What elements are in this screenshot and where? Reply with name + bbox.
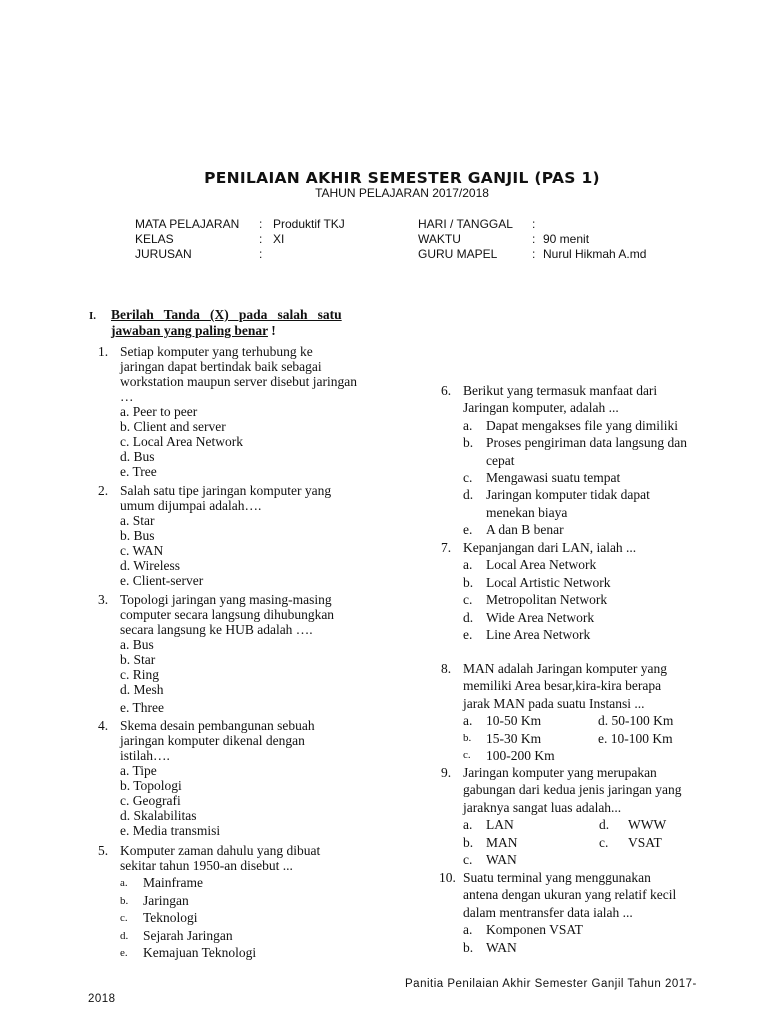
answer-option: Jaringan komputer tidak dapat <box>486 487 650 503</box>
answer-option: menekan biaya <box>486 504 568 520</box>
answer-option: Kemajuan Teknologi <box>143 945 257 960</box>
answer-option: Sejarah Jaringan <box>143 927 233 943</box>
answer-option-letter: b. <box>463 834 474 850</box>
question-number: 10. <box>439 870 456 885</box>
info-colon: : <box>532 232 536 246</box>
answer-option: Dapat mengakses file yang dimiliki <box>486 417 678 433</box>
section-line-1: Berilah Tanda (X) pada salah satu <box>111 307 342 322</box>
answer-option-letter: d. <box>463 609 474 625</box>
answer-option-letter: c. <box>463 749 471 761</box>
footer-line-1: Panitia Penilaian Akhir Semester Ganjil Tahun 2017- <box>405 978 697 990</box>
question-number: 9. <box>441 765 452 780</box>
info-label-date: HARI / TANGGAL <box>418 217 513 231</box>
answer-option-letter: d. <box>599 817 610 833</box>
question-number: 1. <box>98 344 109 359</box>
answer-option-letter: e. <box>463 522 473 538</box>
question-text: … <box>120 389 134 404</box>
question-text: antena dengan ukuran yang relatif kecil <box>463 887 677 903</box>
question-text: Kepanjangan dari LAN, ialah ... <box>463 540 637 555</box>
answer-option: WAN <box>486 939 517 955</box>
answer-option: Local Area Network <box>486 557 597 573</box>
question-number: 4. <box>98 718 109 733</box>
question-text: jaringan komputer dikenal dengan <box>120 733 305 748</box>
question-number: 5. <box>98 843 109 858</box>
answer-option-letter: c. <box>463 470 473 485</box>
answer-option-letter: d. <box>463 487 474 503</box>
answer-option: c. WAN <box>120 543 164 558</box>
answer-option: 100-200 Km <box>486 748 555 763</box>
answer-option: d. Skalabilitas <box>120 808 197 823</box>
answer-option: d. 50-100 Km <box>598 713 674 729</box>
answer-option: Komponen VSAT <box>486 922 583 938</box>
info-colon: : <box>259 217 263 231</box>
info-colon: : <box>532 217 536 231</box>
answer-option-letter: b. <box>463 731 472 744</box>
answer-option: Line Area Network <box>486 627 591 642</box>
page-title: PENILAIAN AKHIR SEMESTER GANJIL (PAS 1) <box>204 169 600 187</box>
answer-option-letter: a. <box>463 417 473 433</box>
answer-option: b. Bus <box>120 528 155 543</box>
answer-option: e. 10-100 Km <box>598 730 673 746</box>
answer-option: d. Bus <box>120 449 155 464</box>
question-text: memiliki Area besar,kira-kira berapa <box>463 678 662 694</box>
answer-option: e. Media transmisi <box>120 823 221 838</box>
question-number: 2. <box>98 483 109 498</box>
answer-option: d. Wireless <box>120 558 180 573</box>
question-number: 6. <box>441 383 452 398</box>
answer-option-letter: c. <box>599 834 609 850</box>
answer-option: Proses pengiriman data langsung dan <box>486 435 687 451</box>
question-text: Suatu terminal yang menggunakan <box>463 870 651 885</box>
answer-option: b. Client and server <box>120 419 226 434</box>
info-colon: : <box>259 247 263 261</box>
question-text: Jaringan komputer yang merupakan <box>463 765 657 780</box>
question-text: jaringan dapat bertindak baik sebagai <box>120 359 322 374</box>
answer-option: Wide Area Network <box>486 609 595 625</box>
info-label-subject: MATA PELAJARAN <box>135 217 240 231</box>
section-line-2: jawaban yang paling benar ! <box>111 323 276 338</box>
answer-option: Jaringan <box>143 892 189 908</box>
question-text: Jaringan komputer, adalah ... <box>463 400 619 416</box>
answer-option-letter: a. <box>463 713 473 729</box>
answer-option: c. Local Area Network <box>120 434 243 449</box>
answer-option: a. Star <box>120 513 155 528</box>
info-value-class: XI <box>273 232 285 246</box>
question-text: jarak MAN pada suatu Instansi ... <box>463 695 645 711</box>
answer-option: WAN <box>486 852 517 867</box>
answer-option: LAN <box>486 817 514 833</box>
question-text: Berikut yang termasuk manfaat dari <box>463 383 658 398</box>
question-text: computer secara langsung dihubungkan <box>120 607 335 622</box>
answer-option: e. Tree <box>120 464 157 479</box>
question-text: Salah satu tipe jaringan komputer yang <box>120 483 332 498</box>
info-value-time: 90 menit <box>543 232 590 246</box>
question-text: sekitar tahun 1950-an disebut ... <box>120 858 293 873</box>
answer-option: e. Three <box>120 700 164 715</box>
answer-option: c. Geografi <box>120 793 181 808</box>
answer-option-letter: b. <box>120 894 129 907</box>
info-value-subject: Produktif TKJ <box>273 217 345 231</box>
answer-option-letter: a. <box>463 922 473 938</box>
question-text: secara langsung ke HUB adalah …. <box>120 622 313 637</box>
answer-option: b. Topologi <box>120 778 182 793</box>
info-label-time: WAKTU <box>418 232 461 246</box>
answer-option-letter: b. <box>463 939 474 955</box>
answer-option-letter: a. <box>463 817 473 833</box>
info-value-teacher: Nurul Hikmah A.md <box>543 247 647 261</box>
answer-option-letter: d. <box>120 929 129 942</box>
answer-option-letter: e. <box>120 947 128 959</box>
question-text: umum dijumpai adalah…. <box>120 498 262 513</box>
answer-option: VSAT <box>628 834 662 850</box>
question-text: Komputer zaman dahulu yang dibuat <box>120 843 321 858</box>
question-text: jaraknya sangat luas adalah... <box>463 799 622 815</box>
answer-option: Teknologi <box>143 910 198 925</box>
question-text: Topologi jaringan yang masing-masing <box>120 592 332 607</box>
answer-option: Metropolitan Network <box>486 592 608 608</box>
answer-option: e. Client-server <box>120 573 204 588</box>
answer-option: WWW <box>628 817 667 833</box>
answer-option: a. Bus <box>120 637 154 652</box>
answer-option: A dan B benar <box>486 522 564 538</box>
answer-option: a. Tipe <box>120 763 157 778</box>
answer-option: Mainframe <box>143 875 203 890</box>
question-text: gabungan dari kedua jenis jaringan yang <box>463 782 682 798</box>
answer-option: Mengawasi suatu tempat <box>486 470 621 485</box>
answer-option-letter: b. <box>463 435 474 451</box>
answer-option-letter: c. <box>120 912 128 924</box>
answer-option-letter: a. <box>463 557 473 573</box>
answer-option-letter: e. <box>463 627 473 642</box>
answer-option: 15-30 Km <box>486 730 542 746</box>
question-text: Skema desain pembangunan sebuah <box>120 718 315 733</box>
question-text: MAN adalah Jaringan komputer yang <box>463 661 667 676</box>
answer-option-letter: a. <box>120 877 128 889</box>
answer-option-letter: c. <box>463 852 473 867</box>
answer-option: Local Artistic Network <box>486 574 611 590</box>
answer-option: d. Mesh <box>120 682 164 697</box>
section-numeral: I. <box>89 310 97 322</box>
info-label-major: JURUSAN <box>135 247 192 261</box>
question-text: workstation maupun server disebut jaringan <box>120 374 357 389</box>
question-number: 3. <box>98 592 109 607</box>
question-text: istilah…. <box>120 748 170 763</box>
answer-option: c. Ring <box>120 667 159 682</box>
answer-option: cepat <box>486 452 515 468</box>
question-number: 8. <box>441 661 452 676</box>
page-subtitle: TAHUN PELAJARAN 2017/2018 <box>315 186 489 200</box>
info-colon: : <box>532 247 536 261</box>
footer-line-2: 2018 <box>88 993 116 1005</box>
info-label-teacher: GURU MAPEL <box>418 247 498 261</box>
answer-option: b. Star <box>120 652 156 667</box>
question-text: Setiap komputer yang terhubung ke <box>120 344 313 359</box>
answer-option-letter: c. <box>463 592 473 608</box>
answer-option: MAN <box>486 834 518 850</box>
question-number: 7. <box>441 540 452 555</box>
question-text: dalam mentransfer data ialah ... <box>463 904 633 920</box>
answer-option: a. Peer to peer <box>120 404 198 419</box>
answer-option-letter: b. <box>463 574 474 590</box>
answer-option: 10-50 Km <box>486 713 542 729</box>
info-colon: : <box>259 232 263 246</box>
info-label-class: KELAS <box>135 232 174 246</box>
